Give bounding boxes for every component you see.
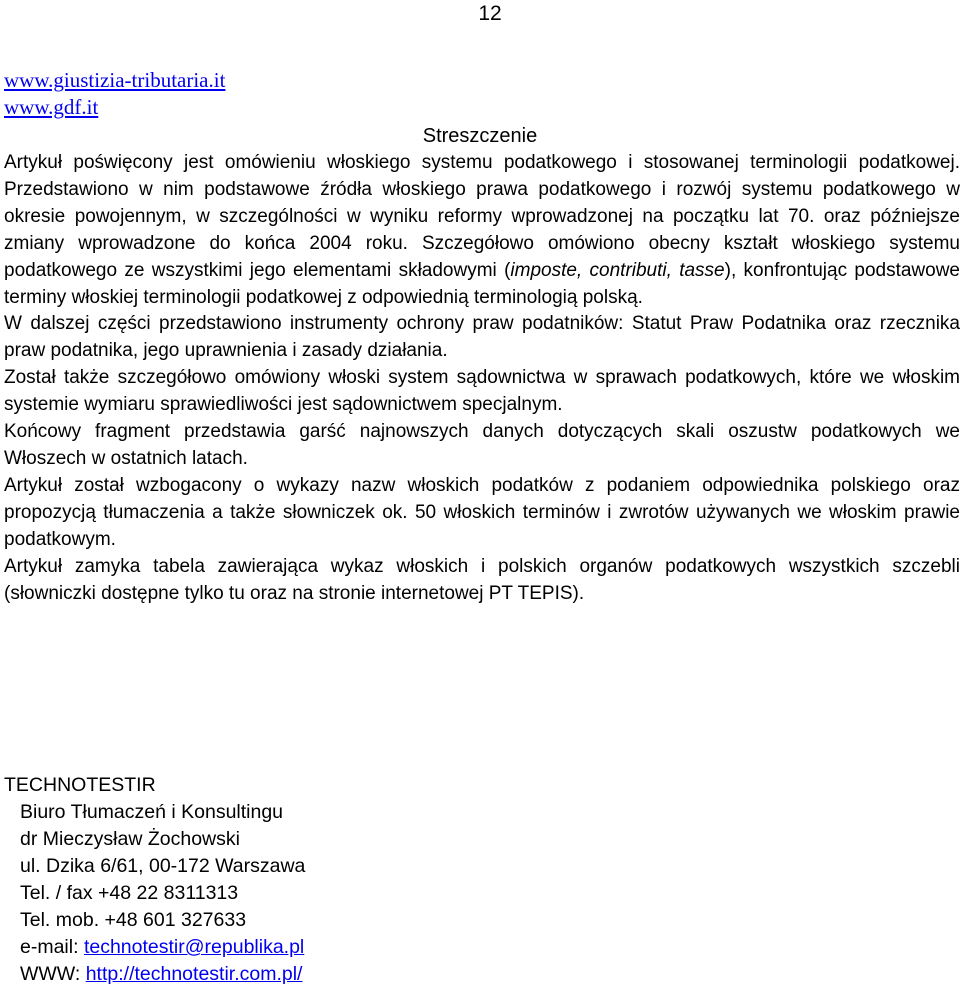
summary-paragraph-6: Artykuł zamyka tabela zawierająca wykaz włoskich i polskich organów podatkowych wszystkich szczebli (słowniczki dostępne tylko tu oraz na stronie internetowej PT TEPIS).	[4, 555, 960, 604]
contact-block	[4, 772, 305, 988]
email-line	[4, 934, 305, 961]
summary-paragraph-1-text-b: ), konfrontując podstawowe terminy włoskiej terminologii podatkowej z odpowiednią terminologią polską.	[4, 259, 960, 308]
summary-paragraph-1	[4, 150, 960, 311]
summary-body	[4, 150, 960, 607]
link-gdf[interactable]: www.gdf.it	[4, 95, 99, 119]
summary-paragraph-5: Artykuł został wzbogacony o wykazy nazw włoskich podatków z podaniem odpowiednika polskiego oraz propozycją tłumaczenia a także słowniczek ok. 50 włoskich terminów i zwrotów używanych we włoskim prawie podatkowym.	[4, 474, 960, 550]
summary-paragraph-1-italic-terms: imposte, contributi, tasse	[510, 259, 725, 281]
mobile-phone: Tel. mob. +48 601 327633	[20, 909, 247, 931]
postal-address: ul. Dzika 6/61, 00-172 Warszawa	[20, 855, 306, 877]
summary-paragraph-3: Został także szczegółowo omówiony włoski system sądownictwa w sprawach podatkowych, które we włoskim systemie wymiaru sprawiedliwości jest sądownictwem specjalnym.	[4, 367, 960, 416]
page-number: 12	[478, 2, 502, 25]
summary-paragraph-4: Końcowy fragment przedstawia garść najnowszych danych dotyczących skali oszustw podatkowych we Włoszech w ostatnich latach.	[4, 421, 960, 469]
contact-person: dr Mieczysław Żochowski	[20, 828, 240, 850]
email-label: e-mail:	[20, 936, 84, 958]
website-label: WWW:	[20, 963, 86, 985]
office-name: Biuro Tłumaczeń i Konsultingu	[20, 801, 284, 823]
summary-paragraph-2: W dalszej części przedstawiono instrumenty ochrony praw podatników: Statut Praw Podatnika oraz rzecznika praw podatnika, jego uprawnienia i zasady działania.	[4, 313, 960, 362]
website-link[interactable]: http://technotestir.com.pl/	[85, 963, 303, 985]
summary-paragraph-1-text-a: Artykuł poświęcony jest omówieniu włoskiego systemu podatkowego i stosowanej terminologii podatkowej. Przedstawiono w nim podstawowe źródła włoskiego prawa podatkowego i rozwój systemu podatkowego w okresie powojennym, w szczególności w wyniku reformy wprowadzonej na początku lat 70. oraz późniejsze zmiany wprowadzone do końca 2004 roku. Szczegółowo omówiono obecny kształt włoskiego systemu podatkowego ze wszystkimi jego elementami składowymi (	[4, 152, 960, 281]
phone-fax: Tel. / fax +48 22 8311313	[20, 882, 239, 904]
reference-links	[4, 67, 225, 121]
email-link[interactable]: technotestir@republika.pl	[83, 936, 305, 958]
company-name: TECHNOTESTIR	[4, 774, 156, 796]
website-line	[4, 961, 305, 988]
summary-title: Streszczenie	[422, 125, 538, 147]
link-giustizia-tributaria[interactable]: www.giustizia-tributaria.it	[4, 68, 226, 92]
